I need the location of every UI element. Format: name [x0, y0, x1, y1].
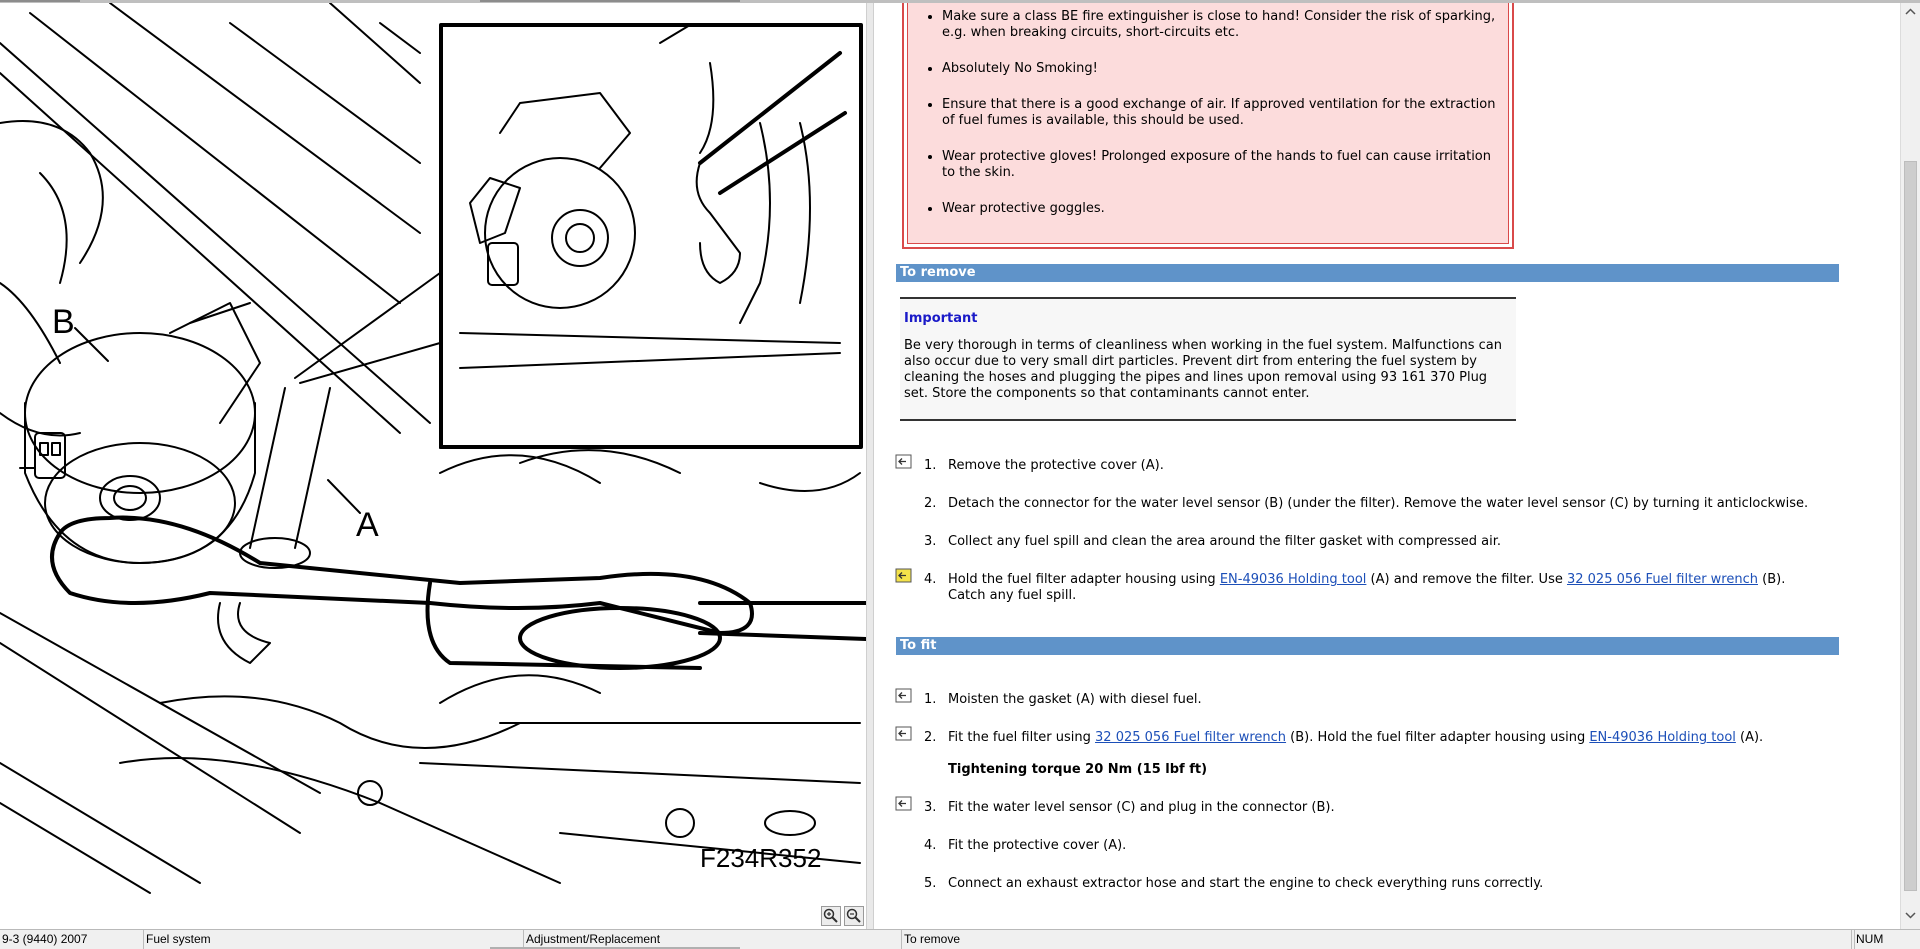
step-text	[948, 572, 1853, 604]
figure-id: F234R352	[700, 843, 822, 873]
vertical-scrollbar[interactable]	[1900, 3, 1920, 929]
label-a: A	[356, 506, 379, 544]
step-text: Remove the protective cover (A).	[948, 458, 1164, 473]
step-link-icon[interactable]	[895, 726, 912, 741]
fuel-filter-wrench-link[interactable]: 32 025 056 Fuel filter wrench	[1095, 730, 1287, 745]
holding-tool-link[interactable]: EN-49036 Holding tool	[1219, 572, 1367, 587]
step-text-part: Catch any fuel spill.	[948, 588, 1077, 603]
scroll-up-button[interactable]	[1901, 3, 1920, 21]
section-header-to-remove: To remove	[896, 264, 1839, 282]
illustration-pane	[0, 3, 867, 929]
step-text-part: (A).	[1735, 730, 1764, 745]
scroll-thumb[interactable]	[1904, 161, 1917, 891]
step-number: 3.	[924, 800, 937, 815]
zoom-in-button[interactable]	[821, 906, 841, 926]
step-link-icon[interactable]	[895, 796, 912, 811]
holding-tool-link[interactable]: EN-49036 Holding tool	[1589, 730, 1736, 745]
pane-splitter[interactable]	[866, 3, 874, 929]
step-number: 5.	[924, 876, 937, 891]
status-num-lock: NUM	[1856, 932, 1884, 946]
zoom-out-button[interactable]	[844, 906, 864, 926]
warning-item: • Wear protective gloves! Prolonged exposure of the hands to fuel can cause irritation to the skin.	[942, 149, 1502, 181]
step-text: Connect an exhaust extractor hose and start the engine to check everything runs correctly.	[948, 876, 1544, 891]
warning-box	[902, 3, 1514, 249]
step-number: 3.	[924, 534, 937, 549]
step-text-part: Fit the fuel filter using	[948, 730, 1096, 745]
step-number: 2.	[924, 730, 937, 745]
label-b: B	[52, 303, 75, 341]
step-text: Fit the water level sensor (C) and plug in the connector (B).	[948, 800, 1335, 815]
step-text-part: (A) and remove the filter. Use	[1366, 572, 1567, 587]
step-text: Collect any fuel spill and clean the area around the filter gasket with compressed air.	[948, 534, 1502, 549]
status-operation: Adjustment/Replacement	[524, 930, 902, 949]
step-number: 2.	[924, 496, 937, 511]
zoom-in-icon	[822, 907, 840, 925]
step-number: 4.	[924, 838, 937, 853]
status-section: To remove	[902, 930, 1852, 949]
warning-item: • Make sure a class BE fire extinguisher is close to hand! Consider the risk of sparking, e.g. when breaking circuits, short-circuits etc.	[942, 9, 1502, 41]
fuel-filter-illustration	[0, 3, 866, 903]
step-text: Fit the protective cover (A).	[948, 838, 1127, 853]
tightening-torque: Tightening torque 20 Nm (15 lbf ft)	[948, 762, 1208, 777]
warning-item: • Ensure that there is a good exchange of air. If approved ventilation for the extraction of fuel fumes is available, this should be used.	[942, 97, 1502, 129]
warning-list	[908, 9, 1502, 237]
section-header-to-fit: To fit	[896, 637, 1839, 655]
warning-item: • Wear protective goggles.	[942, 201, 1502, 217]
step-text	[948, 730, 1853, 746]
important-title: Important	[904, 311, 978, 326]
status-system: Fuel system	[144, 930, 524, 949]
step-text: Moisten the gasket (A) with diesel fuel.	[948, 692, 1202, 707]
scroll-down-button[interactable]	[1901, 906, 1920, 924]
status-model: 9-3 (9440) 2007	[0, 930, 144, 949]
important-body: Be very thorough in terms of cleanliness when working in the fuel system. Malfunctions can also occur due to very small dirt particles. Prevent dirt from entering the fuel system by cleaning the hoses and plugging the pipes and lines upon removal using 93 161 370 Plug set. Store the components so that contaminants cannot enter.	[904, 338, 1502, 401]
step-number: 4.	[924, 572, 937, 587]
step-text-part: Hold the fuel filter adapter housing using	[948, 572, 1220, 587]
step-link-icon[interactable]	[895, 688, 912, 703]
instructions-pane	[874, 3, 1900, 929]
step-link-active-icon[interactable]	[895, 568, 912, 583]
step-number: 1.	[924, 458, 937, 473]
zoom-out-icon	[845, 907, 863, 925]
warning-item: • Absolutely No Smoking!	[942, 61, 1502, 77]
step-text-part: (B).	[1758, 572, 1786, 587]
step-text-part: (B). Hold the fuel filter adapter housing using	[1286, 730, 1590, 745]
chevron-down-icon	[1901, 906, 1920, 924]
status-bar	[0, 929, 1920, 949]
step-link-icon[interactable]	[895, 454, 912, 469]
chevron-up-icon	[1901, 3, 1920, 21]
step-number: 1.	[924, 692, 937, 707]
warning-box-inner	[907, 3, 1509, 244]
important-box	[900, 297, 1516, 421]
step-text: Detach the connector for the water level sensor (B) (under the filter). Remove the water level sensor (C) by turning it anticlockwise.	[948, 496, 1809, 511]
fuel-filter-wrench-link[interactable]: 32 025 056 Fuel filter wrench	[1566, 572, 1758, 587]
